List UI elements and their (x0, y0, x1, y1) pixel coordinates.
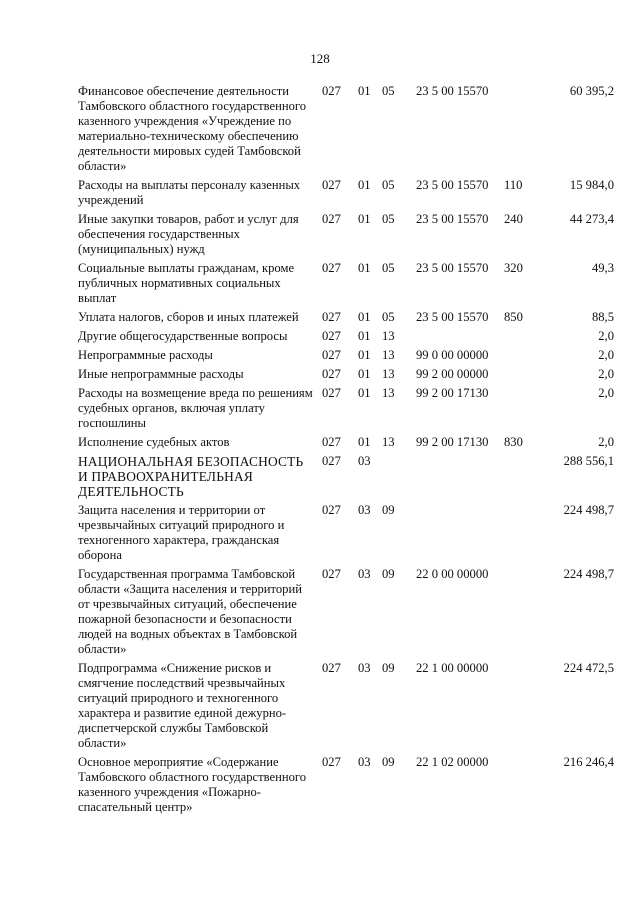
target-article-code-cell: 99 0 00 00000 (416, 348, 489, 362)
ministry-code-cell: 027 (322, 178, 341, 192)
target-article-code-cell: 22 1 00 00000 (416, 661, 489, 675)
section-code-cell: 01 (358, 435, 371, 449)
subsection-code-cell: 05 (382, 178, 395, 192)
target-article-code-cell: 22 0 00 00000 (416, 567, 489, 581)
target-article-code-cell: 23 5 00 15570 (416, 261, 489, 275)
table-row (78, 310, 614, 325)
subsection-code-cell: 13 (382, 329, 395, 343)
subsection-code-cell: 09 (382, 661, 395, 675)
ministry-code-cell: 027 (322, 329, 341, 343)
section-code-cell: 03 (358, 567, 371, 581)
expense-name-cell: Другие общегосударственные вопросы (78, 329, 288, 343)
target-article-code-cell: 99 2 00 17130 (416, 435, 489, 449)
amount-cell: 2,0 (598, 386, 614, 400)
expense-name-cell: Иные непрограммные расходы (78, 367, 244, 381)
expense-type-code-cell: 320 (504, 261, 523, 275)
ministry-code-cell: 027 (322, 454, 341, 468)
table-row (78, 755, 614, 815)
table-row (78, 503, 614, 563)
amount-cell: 2,0 (598, 329, 614, 343)
table-row (78, 348, 614, 363)
section-code-cell: 01 (358, 178, 371, 192)
target-article-code-cell: 23 5 00 15570 (416, 178, 489, 192)
table-row (78, 567, 614, 657)
expense-name-cell: Расходы на возмещение вреда по решениям судебных органов, включая уплату госпошлины (78, 386, 313, 430)
section-code-cell: 01 (358, 84, 371, 98)
target-article-code-cell: 23 5 00 15570 (416, 84, 489, 98)
amount-cell: 224 498,7 (563, 567, 614, 581)
ministry-code-cell: 027 (322, 386, 341, 400)
table-row (78, 367, 614, 382)
expense-name-cell: Иные закупки товаров, работ и услуг для обеспечения государственных (муниципальных) нужд (78, 212, 299, 256)
amount-cell: 224 498,7 (563, 503, 614, 517)
subsection-code-cell: 09 (382, 503, 395, 517)
section-code-cell: 03 (358, 755, 371, 769)
ministry-code-cell: 027 (322, 310, 341, 324)
expense-type-code-cell: 850 (504, 310, 523, 324)
subsection-code-cell: 05 (382, 310, 395, 324)
target-article-code-cell: 23 5 00 15570 (416, 212, 489, 226)
section-code-cell: 01 (358, 386, 371, 400)
subsection-code-cell: 09 (382, 755, 395, 769)
expense-name-cell: Уплата налогов, сборов и иных платежей (78, 310, 299, 324)
section-code-cell: 03 (358, 661, 371, 675)
expense-name-cell: Исполнение судебных актов (78, 435, 230, 449)
expense-name-cell: Социальные выплаты гражданам, кроме публичных нормативных социальных выплат (78, 261, 295, 305)
section-code-cell: 01 (358, 348, 371, 362)
table-row (78, 261, 614, 306)
target-article-code-cell: 23 5 00 15570 (416, 310, 489, 324)
section-code-cell: 01 (358, 329, 371, 343)
table-row (78, 661, 614, 751)
subsection-code-cell: 09 (382, 567, 395, 581)
section-code-cell: 01 (358, 367, 371, 381)
expense-type-code-cell: 240 (504, 212, 523, 226)
table-row (78, 178, 614, 208)
amount-cell: 2,0 (598, 435, 614, 449)
target-article-code-cell: 99 2 00 00000 (416, 367, 489, 381)
expense-name-cell: Непрограммные расходы (78, 348, 213, 362)
expense-name-cell: Защита населения и территории от чрезвычайных ситуаций природного и техногенного характера, гражданская оборона (78, 503, 285, 562)
budget-table (78, 84, 614, 819)
table-row (78, 386, 614, 431)
target-article-code-cell: 99 2 00 17130 (416, 386, 489, 400)
table-row (78, 84, 614, 174)
expense-type-code-cell: 830 (504, 435, 523, 449)
subsection-code-cell: 13 (382, 386, 395, 400)
amount-cell: 60 395,2 (569, 84, 614, 98)
expense-name-cell: Государственная программа Тамбовской области «Защита населения и территорий от чрезвычайных ситуаций, обеспечение пожарной безопасности и безопасности людей на водных объектах в Тамбовской области» (78, 567, 302, 656)
amount-cell: 216 246,4 (563, 755, 614, 769)
ministry-code-cell: 027 (322, 261, 341, 275)
table-row (78, 454, 614, 499)
section-code-cell: 01 (358, 212, 371, 226)
subsection-code-cell: 13 (382, 348, 395, 362)
ministry-code-cell: 027 (322, 212, 341, 226)
ministry-code-cell: 027 (322, 755, 341, 769)
table-row (78, 329, 614, 344)
ministry-code-cell: 027 (322, 435, 341, 449)
expense-name-cell: Финансовое обеспечение деятельности Тамбовского областного государственного казенного учреждения «Учреждение по материально-техническому обеспечению деятельности мировых судей Тамбовской области» (78, 84, 307, 173)
expense-type-code-cell: 110 (504, 178, 523, 192)
ministry-code-cell: 027 (322, 661, 341, 675)
table-row (78, 212, 614, 257)
ministry-code-cell: 027 (322, 567, 341, 581)
amount-cell: 2,0 (598, 367, 614, 381)
table-row (78, 435, 614, 450)
section-code-cell: 03 (358, 503, 371, 517)
subsection-code-cell: 13 (382, 367, 395, 381)
amount-cell: 44 273,4 (569, 212, 614, 226)
expense-name-cell: Расходы на выплаты персоналу казенных учреждений (78, 178, 301, 207)
subsection-code-cell: 13 (382, 435, 395, 449)
section-code-cell: 01 (358, 310, 371, 324)
target-article-code-cell: 22 1 02 00000 (416, 755, 489, 769)
subsection-code-cell: 05 (382, 261, 395, 275)
amount-cell: 49,3 (591, 261, 614, 275)
ministry-code-cell: 027 (322, 84, 341, 98)
expense-name-cell: НАЦИОНАЛЬНАЯ БЕЗОПАСНОСТЬ И ПРАВООХРАНИТЕЛЬНАЯ ДЕЯТЕЛЬНОСТЬ (78, 454, 304, 499)
section-code-cell: 03 (358, 454, 371, 468)
ministry-code-cell: 027 (322, 348, 341, 362)
amount-cell: 224 472,5 (563, 661, 614, 675)
ministry-code-cell: 027 (322, 503, 341, 517)
ministry-code-cell: 027 (322, 367, 341, 381)
subsection-code-cell: 05 (382, 212, 395, 226)
expense-name-cell: Основное мероприятие «Содержание Тамбовского областного государственного казенного учреждения «Пожарно-спасательный центр» (78, 755, 307, 814)
expense-name-cell: Подпрограмма «Снижение рисков и смягчение последствий чрезвычайных ситуаций природного и техногенного характера и развитие единой дежурно-диспетчерской службы Тамбовской области» (78, 661, 287, 750)
amount-cell: 88,5 (591, 310, 614, 324)
amount-cell: 15 984,0 (569, 178, 614, 192)
page-number: 128 (310, 51, 330, 66)
amount-cell: 288 556,1 (563, 454, 614, 468)
amount-cell: 2,0 (598, 348, 614, 362)
subsection-code-cell: 05 (382, 84, 395, 98)
section-code-cell: 01 (358, 261, 371, 275)
